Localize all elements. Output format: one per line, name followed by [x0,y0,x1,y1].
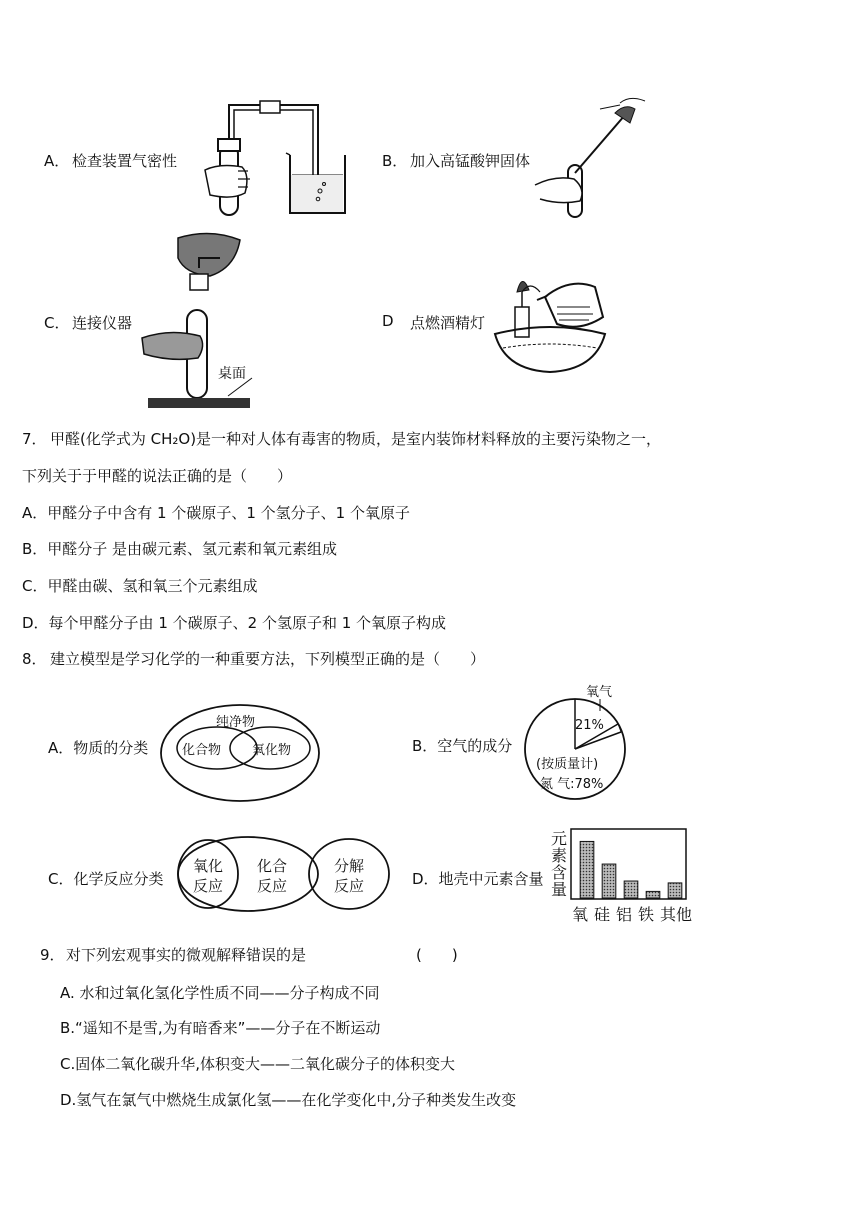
chart-xlabels [572,902,692,924]
decomposition-reaction-label [329,856,369,896]
add-solid-figure [530,95,650,225]
option-b: B.“遥知不是雪,为有暗香来”——分子在不断运动 [60,1019,381,1037]
option-d: D.氢气在氯气中燃烧生成氯化氢——在化学变化中,分子种类发生改变 [60,1091,517,1109]
connect-apparatus-figure [140,228,280,413]
pure-substance-label: 纯净物 [216,715,256,730]
oxidation-line1: 氧化 [192,857,223,875]
option-letter: D [382,312,394,330]
option-a-label: A．物质的分类 [48,739,149,757]
option-letter: B． [382,152,408,170]
option-d: D．每个甲醛分子由 1 个碳原子、2 个氢原子和 1 个氧原子构成 [22,614,447,632]
chart-ylabel [549,830,569,898]
option-letter: A． [44,152,70,170]
question-number: 8． [22,650,47,668]
light-alcohol-lamp-figure [485,262,615,377]
bar-氧 [580,841,594,898]
mass-basis-note: (按质量计) [536,757,599,772]
question-stem-line1: 甲醛(化学式为 CH₂O)是一种对人体有毒害的物质，是室内装饰材料释放的主要污染物之一， [50,430,662,448]
question-number: 7． [22,430,47,448]
bar-硅 [602,864,616,898]
option-b-label: B．空气的成分 [412,737,513,755]
x-tick-label: 铁 [638,905,655,924]
ylabel-char: 素 [550,846,567,865]
combination-line2: 反应 [256,877,287,895]
option-c: C.固体二氧化碳升华,体积变大——二氧化碳分子的体积变大 [60,1055,456,1073]
question-number: 9． [40,946,65,964]
question-stem: 建立模型是学习化学的一种重要方法，下列模型正确的是（ ） [50,650,486,668]
ylabel-char: 量 [550,880,567,899]
airtightness-check-figure [190,95,360,225]
bar-铝 [624,881,638,898]
crust-element-bar-chart [570,828,688,900]
option-a: A．甲醛分子中含有 1 个碳原子、1 个氢分子、1 个氧原子 [22,504,410,522]
oxygen-percent: 21% [575,718,604,733]
answer-paren: ( ) [416,946,458,964]
bar-铁 [646,891,660,898]
option-text: 连接仪器 [72,314,133,332]
oxide-label: 氧化物 [252,743,292,758]
bar-其他 [668,883,682,898]
oxidation-line2: 反应 [192,877,223,895]
decomposition-line2: 反应 [333,877,364,895]
option-c-label: C．化学反应分类 [48,870,164,888]
oxidation-reaction-label [188,856,228,896]
desk-label: 桌面 [218,366,246,382]
option-text: 点燃酒精灯 [410,314,486,332]
x-tick-label: 氧 [572,905,589,924]
option-text: 检查装置气密性 [72,152,178,170]
nitrogen-label: 氮 气:78% [540,777,604,792]
ylabel-char: 含 [550,863,567,882]
question-stem-line2: 下列关于于甲醛的说法正确的是（ ） [22,467,293,485]
compound-label: 化合物 [182,743,222,758]
option-a: A. 水和过氧化氢化学性质不同——分子构成不同 [60,984,380,1002]
oxygen-label: 氧气 [586,685,613,700]
option-text: 加入高锰酸钾固体 [410,152,531,170]
option-b: B．甲醛分子 是由碳元素、氢元素和氧元素组成 [22,540,338,558]
option-c: C．甲醛由碳、氢和氧三个元素组成 [22,577,258,595]
question-stem: 对下列宏观事实的微观解释错误的是 [66,946,307,964]
ylabel-char: 元 [550,829,567,848]
combination-reaction-label [252,856,292,896]
option-d-label: D．地壳中元素含量 [412,870,544,888]
x-tick-label: 铝 [616,905,633,924]
option-letter: C． [44,314,70,332]
combination-line1: 化合 [256,857,287,875]
x-tick-label: 硅 [594,905,611,924]
x-tick-label: 其他 [660,905,693,924]
decomposition-line1: 分解 [333,857,364,875]
